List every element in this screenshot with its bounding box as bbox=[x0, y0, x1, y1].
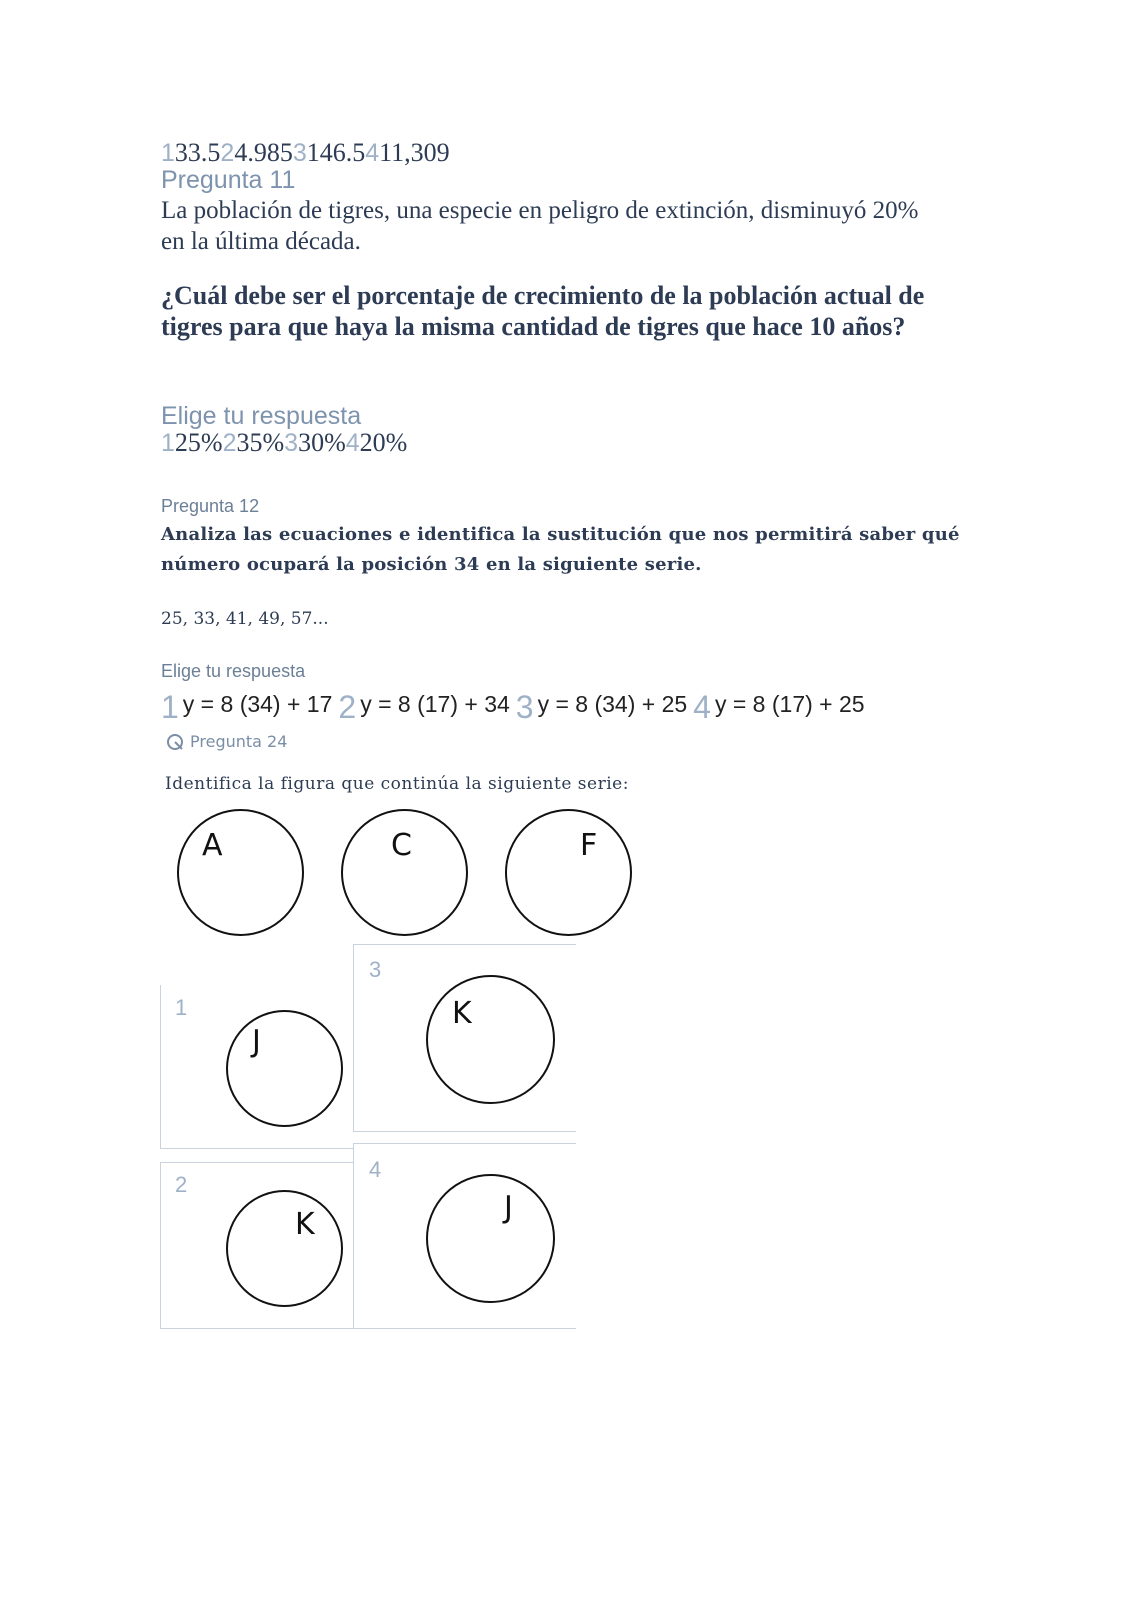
option-number: 4 bbox=[693, 689, 711, 725]
option-value[interactable]: y = 8 (34) + 25 bbox=[537, 691, 688, 717]
option-value[interactable]: 11,309 bbox=[379, 138, 450, 167]
question-12-options bbox=[161, 683, 871, 725]
answer-option-number: 2 bbox=[175, 1172, 188, 1197]
answer-option-2-circle bbox=[226, 1190, 343, 1307]
question-24-label bbox=[166, 732, 287, 751]
question-11-options bbox=[161, 428, 407, 458]
question-11-text: La población de tigres, una especie en peligro de extinción, disminuyó 20% en la última década. bbox=[161, 197, 919, 255]
answer-option-1-letter: J bbox=[252, 1024, 261, 1059]
answer-option-number: 4 bbox=[369, 1157, 382, 1182]
option-number: 3 bbox=[284, 429, 299, 457]
option-number: 1 bbox=[161, 689, 179, 725]
option-value[interactable]: 20% bbox=[359, 428, 408, 457]
question-12-text: Analiza las ecuaciones e identifica la sustitución que nos permitirá saber qué número ocupará la posición 34 en la siguiente serie. bbox=[161, 524, 960, 575]
refresh-icon bbox=[166, 733, 184, 751]
sequence-letter-2: C bbox=[391, 828, 412, 863]
option-value[interactable]: 35% bbox=[236, 428, 285, 457]
sequence-circle-3 bbox=[505, 809, 632, 936]
sequence-letter-1: A bbox=[202, 828, 223, 863]
option-value[interactable]: 30% bbox=[298, 428, 346, 457]
question-12-label: Pregunta 12 bbox=[161, 496, 260, 516]
answer-option-number: 1 bbox=[175, 995, 188, 1020]
option-number: 1 bbox=[161, 429, 175, 457]
previous-answer-options bbox=[161, 138, 450, 168]
option-value[interactable]: y = 8 (34) + 17 bbox=[182, 691, 333, 717]
option-value[interactable]: 25% bbox=[174, 428, 223, 457]
answer-option-4-letter: J bbox=[504, 1190, 513, 1225]
option-number: 2 bbox=[220, 139, 235, 167]
option-number: 2 bbox=[338, 689, 357, 725]
option-number: 1 bbox=[161, 139, 175, 167]
answer-option-3-circle bbox=[426, 975, 555, 1104]
answer-option-3-letter: K bbox=[452, 996, 472, 1031]
question-24-text: Identifica la figura que continúa la siguiente serie: bbox=[165, 774, 629, 794]
option-number: 4 bbox=[365, 139, 380, 167]
option-number: 3 bbox=[515, 689, 534, 725]
question-24-label-text: Pregunta 24 bbox=[190, 732, 288, 751]
option-value[interactable]: y = 8 (17) + 34 bbox=[360, 691, 510, 717]
choose-answer-label: Elige tu respuesta bbox=[161, 402, 362, 430]
option-value[interactable]: 4.985 bbox=[234, 138, 293, 167]
number-series: 25, 33, 41, 49, 57... bbox=[161, 609, 329, 629]
option-value[interactable]: 146.5 bbox=[306, 138, 366, 167]
question-11-label: Pregunta 11 bbox=[161, 166, 296, 194]
answer-option-number: 3 bbox=[369, 957, 382, 982]
question-11-prompt: ¿Cuál debe ser el porcentaje de crecimiento de la población actual de tigres para que haya la misma cantidad de tigres que hace 10 años? bbox=[161, 281, 925, 341]
choose-answer-label: Elige tu respuesta bbox=[161, 661, 306, 681]
sequence-circle-1 bbox=[177, 809, 304, 936]
option-value[interactable]: y = 8 (17) + 25 bbox=[714, 691, 865, 717]
option-number: 2 bbox=[222, 429, 237, 457]
sequence-letter-3: F bbox=[580, 828, 598, 863]
option-number: 4 bbox=[345, 429, 360, 457]
option-value[interactable]: 33.5 bbox=[174, 138, 221, 167]
option-number: 3 bbox=[292, 139, 307, 167]
answer-option-2-letter: K bbox=[295, 1207, 315, 1242]
answer-option-1-circle bbox=[226, 1010, 343, 1127]
answer-option-4-circle bbox=[426, 1174, 555, 1303]
